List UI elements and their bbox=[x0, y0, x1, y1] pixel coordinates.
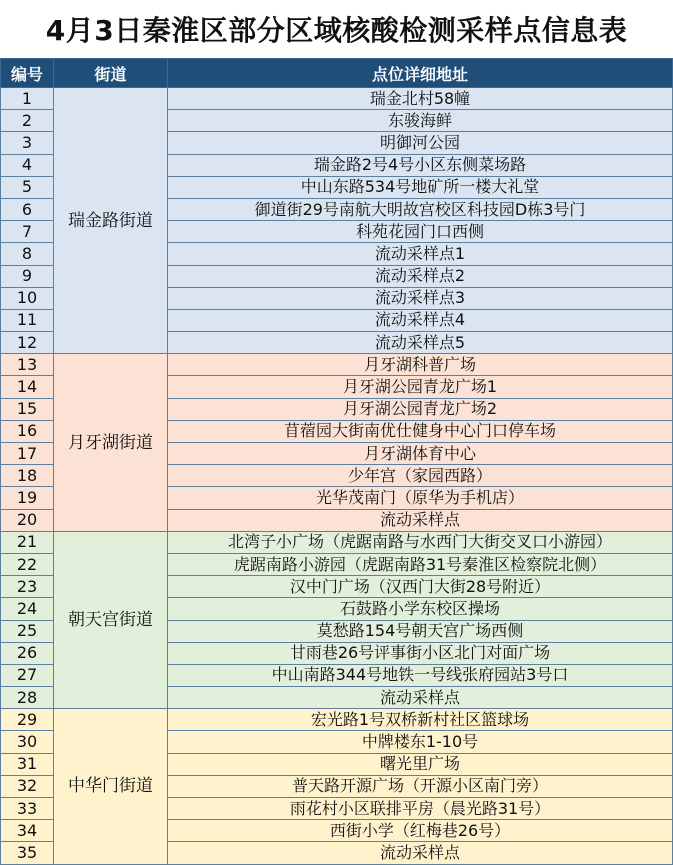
row-number: 29 bbox=[1, 709, 54, 731]
site-address: 流动采样点1 bbox=[168, 243, 673, 265]
site-address: 普天路开源广场（开源小区南门旁） bbox=[168, 775, 673, 797]
row-number: 20 bbox=[1, 509, 54, 531]
site-address: 虎踞南路小游园（虎踞南路31号秦淮区检察院北侧） bbox=[168, 553, 673, 575]
street-name: 瑞金路街道 bbox=[54, 88, 168, 354]
row-number: 10 bbox=[1, 287, 54, 309]
row-number: 32 bbox=[1, 775, 54, 797]
site-address: 西街小学（红梅巷26号） bbox=[168, 820, 673, 842]
row-number: 30 bbox=[1, 731, 54, 753]
site-address: 御道街29号南航大明故宫校区科技园D栋3号门 bbox=[168, 198, 673, 220]
site-address: 科苑花园门口西侧 bbox=[168, 221, 673, 243]
street-name: 中华门街道 bbox=[54, 709, 168, 864]
page-title: 4月3日秦淮区部分区域核酸检测采样点信息表 bbox=[45, 14, 628, 47]
site-address: 中山东路534号地矿所一楼大礼堂 bbox=[168, 176, 673, 198]
site-address: 雨花村小区联排平房（晨光路31号） bbox=[168, 798, 673, 820]
row-number: 34 bbox=[1, 820, 54, 842]
site-address: 中牌楼东1-10号 bbox=[168, 731, 673, 753]
site-address: 流动采样点5 bbox=[168, 332, 673, 354]
site-address: 莫愁路154号朝天宫广场西侧 bbox=[168, 620, 673, 642]
site-address: 瑞金路2号4号小区东侧菜场路 bbox=[168, 154, 673, 176]
row-number: 7 bbox=[1, 221, 54, 243]
row-number: 19 bbox=[1, 487, 54, 509]
row-number: 27 bbox=[1, 664, 54, 686]
site-address: 明御河公园 bbox=[168, 132, 673, 154]
site-address: 甘雨巷26号评事街小区北门对面广场 bbox=[168, 642, 673, 664]
row-number: 17 bbox=[1, 443, 54, 465]
row-number: 33 bbox=[1, 798, 54, 820]
row-number: 16 bbox=[1, 420, 54, 442]
table-row bbox=[1, 531, 673, 553]
row-number: 31 bbox=[1, 753, 54, 775]
row-number: 8 bbox=[1, 243, 54, 265]
site-address: 曙光里广场 bbox=[168, 753, 673, 775]
row-number: 21 bbox=[1, 531, 54, 553]
row-number: 11 bbox=[1, 309, 54, 331]
row-number: 12 bbox=[1, 332, 54, 354]
site-address: 流动采样点2 bbox=[168, 265, 673, 287]
site-address: 瑞金北村58幢 bbox=[168, 88, 673, 110]
row-number: 23 bbox=[1, 576, 54, 598]
row-number: 5 bbox=[1, 176, 54, 198]
site-address: 月牙湖公园青龙广场1 bbox=[168, 376, 673, 398]
table-header-row bbox=[1, 59, 673, 88]
site-address: 流动采样点3 bbox=[168, 287, 673, 309]
site-address: 苜蓿园大街南优仕健身中心门口停车场 bbox=[168, 420, 673, 442]
site-address: 流动采样点 bbox=[168, 842, 673, 864]
row-number: 25 bbox=[1, 620, 54, 642]
site-address: 月牙湖科普广场 bbox=[168, 354, 673, 376]
row-number: 2 bbox=[1, 110, 54, 132]
row-number: 35 bbox=[1, 842, 54, 864]
site-address: 光华茂南门（原华为手机店） bbox=[168, 487, 673, 509]
row-number: 24 bbox=[1, 598, 54, 620]
row-number: 15 bbox=[1, 398, 54, 420]
row-number: 3 bbox=[1, 132, 54, 154]
street-name: 朝天宫街道 bbox=[54, 531, 168, 709]
site-address: 流动采样点 bbox=[168, 509, 673, 531]
site-address: 汉中门广场（汉西门大街28号附近） bbox=[168, 576, 673, 598]
row-number: 18 bbox=[1, 465, 54, 487]
site-address: 流动采样点 bbox=[168, 687, 673, 709]
site-address: 北湾子小广场（虎踞南路与水西门大街交叉口小游园） bbox=[168, 531, 673, 553]
header-street: 街道 bbox=[54, 59, 168, 88]
street-name: 月牙湖街道 bbox=[54, 354, 168, 532]
row-number: 13 bbox=[1, 354, 54, 376]
table-body bbox=[1, 88, 673, 865]
site-address: 流动采样点4 bbox=[168, 309, 673, 331]
site-address: 石鼓路小学东校区操场 bbox=[168, 598, 673, 620]
site-address: 月牙湖公园青龙广场2 bbox=[168, 398, 673, 420]
row-number: 4 bbox=[1, 154, 54, 176]
header-address: 点位详细地址 bbox=[168, 59, 673, 88]
row-number: 14 bbox=[1, 376, 54, 398]
table-row bbox=[1, 354, 673, 376]
header-number: 编号 bbox=[1, 59, 54, 88]
site-address: 东骏海鲜 bbox=[168, 110, 673, 132]
row-number: 1 bbox=[1, 88, 54, 110]
row-number: 6 bbox=[1, 198, 54, 220]
site-address: 宏光路1号双桥新村社区篮球场 bbox=[168, 709, 673, 731]
sampling-sites-table bbox=[0, 58, 673, 865]
row-number: 26 bbox=[1, 642, 54, 664]
row-number: 28 bbox=[1, 687, 54, 709]
row-number: 9 bbox=[1, 265, 54, 287]
table-row bbox=[1, 709, 673, 731]
row-number: 22 bbox=[1, 553, 54, 575]
table-row bbox=[1, 88, 673, 110]
site-address: 月牙湖体育中心 bbox=[168, 443, 673, 465]
site-address: 中山南路344号地铁一号线张府园站3号口 bbox=[168, 664, 673, 686]
site-address: 少年宫（家园西路） bbox=[168, 465, 673, 487]
